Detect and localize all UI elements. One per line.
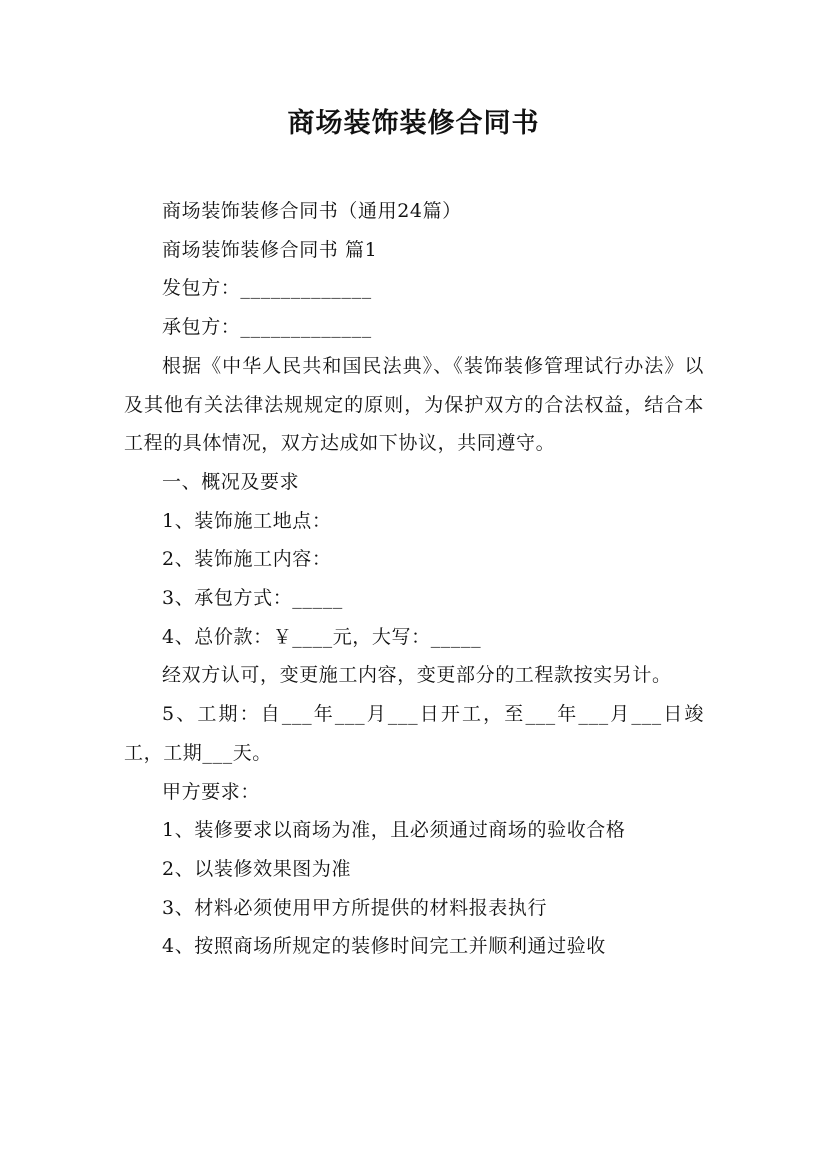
- paragraph-contractor: 承包方：_____________: [162, 316, 372, 339]
- paragraph-location: 1、装饰施工地点：: [162, 509, 332, 532]
- paragraph-requirement-1: 1、装修要求以商场为准，且必须通过商场的验收合格: [162, 819, 626, 842]
- paragraph-preamble: 根据《中华人民共和国民法典》、《装饰装修管理试行办法》以及其他有关法律法规规定的原则，为保护双方的合法权益，结合本工程的具体情况，双方达成如下协议，共同遵守。: [124, 354, 704, 455]
- document-title: 商场装饰装修合同书: [287, 108, 540, 139]
- paragraph-requirement-4: 4、按照商场所规定的装修时间完工并顺利通过验收: [162, 935, 606, 958]
- paragraph-employer: 发包方：_____________: [162, 277, 372, 300]
- paragraph-section-heading: 商场装饰装修合同书 篇1: [162, 238, 378, 261]
- paragraph-change-terms: 经双方认可，变更施工内容，变更部分的工程款按实另计。: [162, 664, 672, 687]
- paragraph-total-price: 4、总价款：￥____元，大写：_____: [162, 625, 482, 648]
- document-body: [124, 192, 704, 966]
- paragraph-overview-heading: 一、概况及要求: [162, 470, 300, 493]
- paragraph-subtitle: 商场装饰装修合同书（通用24篇）: [162, 200, 462, 222]
- paragraph-contract-method: 3、承包方式：_____: [162, 587, 343, 610]
- paragraph-requirement-3: 3、材料必须使用甲方所提供的材料报表执行: [162, 896, 548, 919]
- paragraph-schedule: 5、工期：自___年___月___日开工，至___年___月___日竣工，工期___天。: [124, 703, 704, 764]
- paragraph-content: 2、装饰施工内容：: [162, 548, 332, 571]
- paragraph-party-a-requirements: 甲方要求：: [162, 780, 261, 803]
- paragraph-requirement-2: 2、以装修效果图为准: [162, 857, 352, 880]
